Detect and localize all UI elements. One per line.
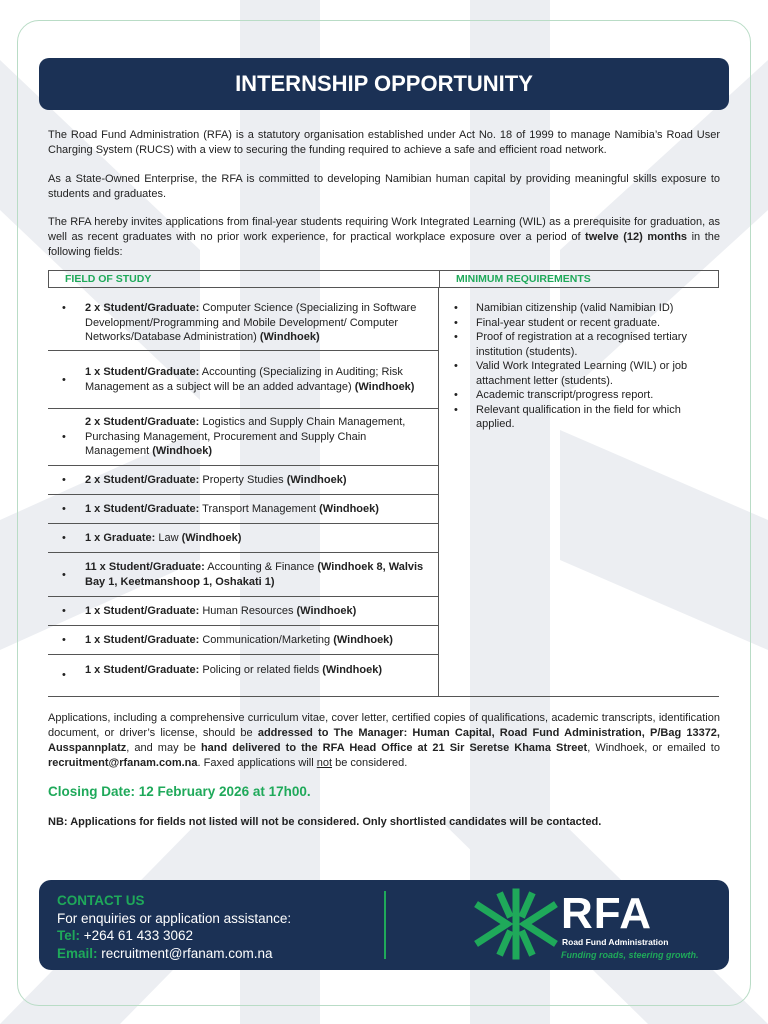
email-link[interactable]: recruitment@rfanam.com.na xyxy=(48,757,198,769)
table-row xyxy=(48,288,438,351)
field: Property Studies xyxy=(199,473,287,486)
field: Communication/Marketing xyxy=(199,633,334,646)
field: Computer Science (Specializing in Software Development/Programming and Mobile Development/ Computer Networks/Database Administration) xyxy=(85,302,417,343)
requirement-item: • Final-year student or recent graduate. xyxy=(476,316,707,331)
intro-paragraph-2: As a State-Owned Enterprise, the RFA is committed to developing Namibian human capital by providing meaningful skills exposure to students and graduates. xyxy=(48,173,720,200)
count: 2 x Student/Graduate: xyxy=(85,416,200,429)
requirements-list xyxy=(440,301,719,432)
text: be considered. xyxy=(332,757,408,769)
tel-line xyxy=(57,927,291,945)
count: 11 x Student/Graduate: xyxy=(85,561,205,573)
count: 1 x Student/Graduate: xyxy=(85,664,200,676)
field: Accounting & Finance xyxy=(204,561,318,573)
contact-footer xyxy=(39,880,729,970)
rfa-logo-icon xyxy=(471,888,561,960)
table-row xyxy=(48,597,438,626)
postal-address: addressed to The Manager: Human Capital, Road Fund Administration, P/Bag 13372, Ausspannplatz xyxy=(48,727,720,754)
table-row xyxy=(48,351,438,409)
count: 1 x Student/Graduate: xyxy=(85,502,200,515)
duration: twelve (12) months xyxy=(585,231,688,243)
requirement-item: • Academic transcript/progress report. xyxy=(476,388,707,403)
email-address[interactable]: recruitment@rfanam.com.na xyxy=(97,945,273,961)
table-row xyxy=(48,466,438,495)
location: (Windhoek) xyxy=(152,445,213,458)
application-instructions xyxy=(48,711,720,771)
tel-number[interactable]: +264 61 433 3062 xyxy=(80,928,193,943)
count: 1 x Student/Graduate: xyxy=(85,366,200,378)
count: 2 x Student/Graduate: xyxy=(85,473,200,486)
contact-info xyxy=(57,892,291,962)
text: Applications, including a comprehensive curriculum vitae, cover letter, certified copies of qualifications, academic transcripts, identification document, or driver’s license, should be xyxy=(48,712,720,739)
tel-label: Tel: xyxy=(57,928,80,943)
requirement-item: • Relevant qualification in the field for which applied. xyxy=(476,403,707,432)
tagline: Funding roads, steering growth. xyxy=(561,950,699,960)
org-name: Road Fund Administration xyxy=(562,937,669,947)
fields-table xyxy=(48,270,719,697)
field-list xyxy=(48,288,439,697)
text: , Windhoek, or emailed to xyxy=(587,742,720,754)
location: (Windhoek) xyxy=(322,664,382,676)
location: (Windhoek) xyxy=(181,531,242,544)
text: in the following fields: xyxy=(48,231,720,258)
requirement-item: • Valid Work Integrated Learning (WIL) or job attachment letter (students). xyxy=(476,359,707,388)
requirement-item: • Namibian citizenship (valid Namibian ID) xyxy=(476,301,707,316)
table-row xyxy=(48,524,438,553)
intro-paragraph-3 xyxy=(48,215,720,260)
field: Human Resources xyxy=(199,604,297,617)
requirement-item: • Proof of registration at a recognised tertiary institution (students). xyxy=(476,330,707,359)
count: 1 x Student/Graduate: xyxy=(85,604,200,617)
logo-wordmark: RFA xyxy=(561,889,652,938)
table-row xyxy=(48,553,438,597)
location: (Windhoek) xyxy=(296,604,357,617)
closing-date: Closing Date: 12 February 2026 at 17h00. xyxy=(48,784,311,799)
table-row xyxy=(48,626,438,655)
location: (Windhoek 8, Walvis Bay 1, Keetmanshoop 1, Oshakati 1) xyxy=(85,561,424,588)
intro-paragraph-1: The Road Fund Administration (RFA) is a statutory organisation established under Act No. 18 of 1999 to manage Namibia’s Road User Charging System (RUCS) with a view to securing the funding required to achieve a safe and efficient road network. xyxy=(48,129,720,156)
field: Accounting (Specializing in Auditing; Risk Management as a subject will be an added advantage) xyxy=(85,366,403,393)
table-row xyxy=(48,655,438,697)
table-row xyxy=(48,409,438,466)
text: , and may be xyxy=(126,742,201,754)
field: Logistics and Supply Chain Management, Purchasing Management, Procurement and Supply Chain Management xyxy=(85,416,406,458)
location: (Windhoek) xyxy=(319,502,379,515)
text: not xyxy=(316,757,333,769)
field: Policing or related fields xyxy=(199,664,323,676)
location: (Windhoek) xyxy=(286,473,347,486)
email-line xyxy=(57,945,291,963)
email-label: Email: xyxy=(57,945,98,961)
enquiries-text: For enquiries or application assistance: xyxy=(57,910,292,926)
location: (Windhoek) xyxy=(259,331,320,343)
location: (Windhoek) xyxy=(354,380,415,393)
page-title: INTERNSHIP OPPORTUNITY xyxy=(39,58,729,110)
table-header xyxy=(48,271,719,288)
count: 1 x Graduate: xyxy=(85,531,156,544)
divider xyxy=(384,891,386,959)
text: . Faxed applications will xyxy=(197,757,317,769)
text: The RFA hereby invites applications from final-year students requiring Work Integrated Learning (WIL) as a prerequisite for graduation, as well as recent graduates with no prior work experience, for practical workplace exposure over a period of xyxy=(48,216,720,243)
nb-note: NB: Applications for fields not listed will not be considered. Only shortlisted candidates will be contacted. xyxy=(48,816,602,828)
field: Law xyxy=(155,531,182,544)
contact-title: CONTACT US xyxy=(57,893,145,908)
header-field-of-study: FIELD OF STUDY xyxy=(49,271,440,287)
physical-address: hand delivered to the RFA Head Office at 21 Sir Seretse Khama Street xyxy=(200,742,588,754)
count: 1 x Student/Graduate: xyxy=(85,633,200,646)
table-row xyxy=(48,495,438,524)
location: (Windhoek) xyxy=(333,633,393,646)
header-minimum-requirements: MINIMUM REQUIREMENTS xyxy=(456,273,591,285)
field: Transport Management xyxy=(199,502,320,515)
count: 2 x Student/Graduate: xyxy=(85,302,200,314)
